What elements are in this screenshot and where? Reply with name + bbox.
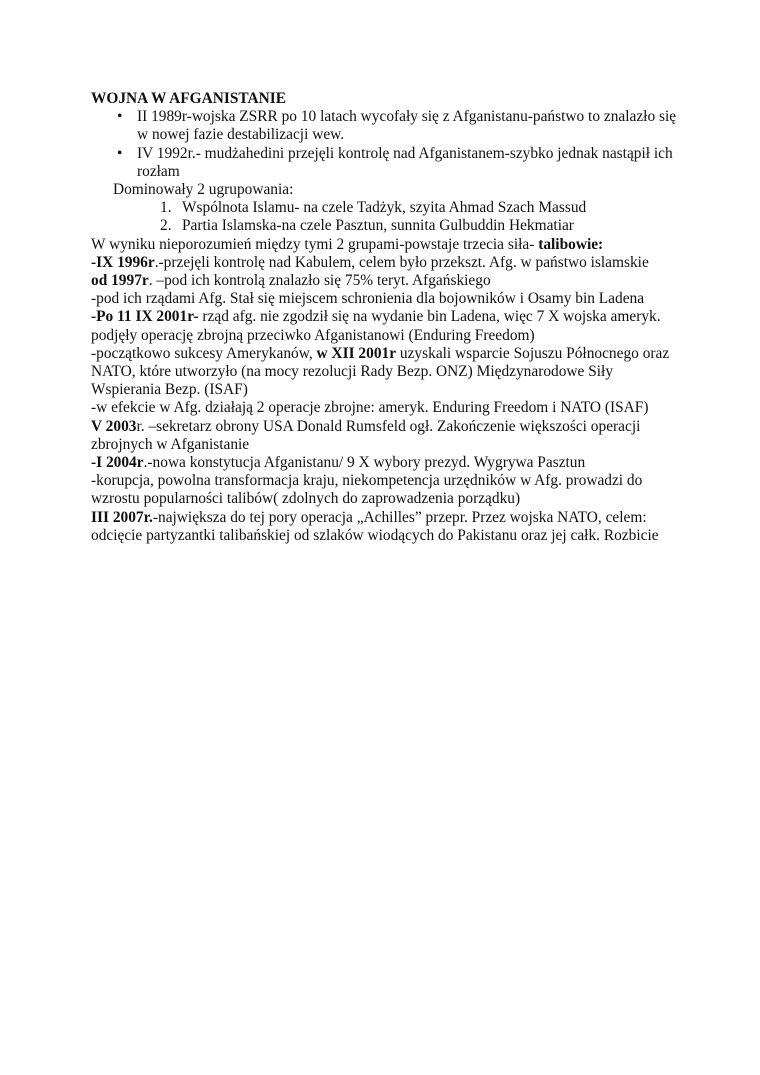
bullet-list bbox=[91, 108, 681, 181]
paragraph bbox=[91, 418, 681, 454]
paragraph: -w efekcie w Afg. działają 2 operacje zbrojne: ameryk. Enduring Freedom i NATO (ISAF) bbox=[91, 399, 649, 417]
bullet-text: IV 1992r.- mudżahedini przejęli kontrolę nad Afganistanem-szybko jednak nastąpił ich rozłam bbox=[137, 144, 673, 180]
document-title: WOJNA W AFGANISTANIE bbox=[91, 90, 286, 107]
bullet-icon: • bbox=[117, 144, 123, 162]
paragraph-bold: od 1997r bbox=[91, 272, 149, 290]
bullet-icon: • bbox=[117, 108, 123, 126]
paragraph: -pod ich rządami Afg. Stał się miejscem schronienia dla bojowników i Osamy bin Ladena bbox=[91, 290, 645, 308]
paragraph-bold: -IX 1996r bbox=[91, 253, 155, 271]
paragraph-bold: talibowie: bbox=[538, 235, 604, 253]
list-number: 1. bbox=[160, 199, 172, 217]
list-item bbox=[160, 217, 681, 235]
paragraph bbox=[91, 236, 681, 254]
paragraph-text: r. –sekretarz obrony USA Donald Rumsfeld ogł. Zakończenie większości operacji zbrojnych w Afganistanie bbox=[91, 417, 641, 453]
paragraph bbox=[91, 509, 681, 545]
paragraph bbox=[91, 308, 681, 344]
list-text: Wspólnota Islamu- na czele Tadżyk, szyita Ahmad Szach Massud bbox=[182, 199, 587, 217]
list-item bbox=[117, 108, 681, 144]
list-item bbox=[117, 144, 681, 181]
paragraph: -korupcja, powolna transformacja kraju, niekompetencja urzędników w Afg. prowadzi do wzrostu popularności talibów( zdolnych do zaprowadzenia porządku) bbox=[91, 472, 643, 508]
paragraph-bold: -Po 11 IX 2001r- bbox=[91, 308, 199, 326]
paragraph-text: -największa do tej pory operacja „Achilles” przepr. Przez wojska NATO, celem: odcięcie partyzantki talibańskiej od szlaków wiodących do Pakistanu oraz jej całk. Rozbicie bbox=[91, 508, 659, 544]
paragraph-bold: III 2007r. bbox=[91, 508, 153, 526]
paragraph-text: W wyniku nieporozumień między tymi 2 grupami-powstaje trzecia siła- bbox=[91, 235, 539, 253]
list-number: 2. bbox=[160, 217, 172, 235]
paragraph-bold: V 2003 bbox=[91, 417, 137, 435]
paragraph bbox=[91, 345, 681, 400]
bullet-text: II 1989r-wojska ZSRR po 10 latach wycofały się z Afganistanu-państwo to znalazło się w nowej fazie destabilizacji wew. bbox=[137, 108, 677, 144]
document-page bbox=[91, 90, 681, 545]
paragraph-text: -początkowo sukcesy Amerykanów, bbox=[91, 344, 317, 362]
paragraph-text: rząd afg. nie zgodził się na wydanie bin Ladena, więc 7 X wojska ameryk. podjęły operację zbrojną przeciwko Afganistanowi (Enduring Freedom) bbox=[91, 308, 661, 344]
paragraph bbox=[91, 272, 681, 290]
paragraph bbox=[91, 454, 681, 472]
numbered-list bbox=[91, 199, 681, 235]
paragraph-bold: -I 2004r bbox=[91, 454, 144, 472]
paragraph-bold: w XII 2001r bbox=[316, 344, 397, 362]
groups-intro: Dominowały 2 ugrupowania: bbox=[113, 181, 294, 199]
paragraph-text: . –pod ich kontrolą znalazło się 75% teryt. Afgańskiego bbox=[148, 272, 491, 290]
list-item bbox=[160, 199, 681, 217]
paragraph-text: uzyskali wsparcie Sojuszu Północnego oraz NATO, które utworzyło (na mocy rezolucji Rady Bezp. ONZ) Międzynarodowe Siły Wspierania Bezp. (ISAF) bbox=[91, 344, 670, 399]
paragraph bbox=[91, 254, 681, 272]
paragraph-text: .-przejęli kontrolę nad Kabulem, celem było przekszt. Afg. w państwo islamskie bbox=[154, 253, 649, 271]
list-text: Partia Islamska-na czele Pasztun, sunnita Gulbuddin Hekmatiar bbox=[182, 217, 574, 235]
paragraph-text: .-nowa konstytucja Afganistanu/ 9 X wybory prezyd. Wygrywa Pasztun bbox=[143, 454, 586, 472]
